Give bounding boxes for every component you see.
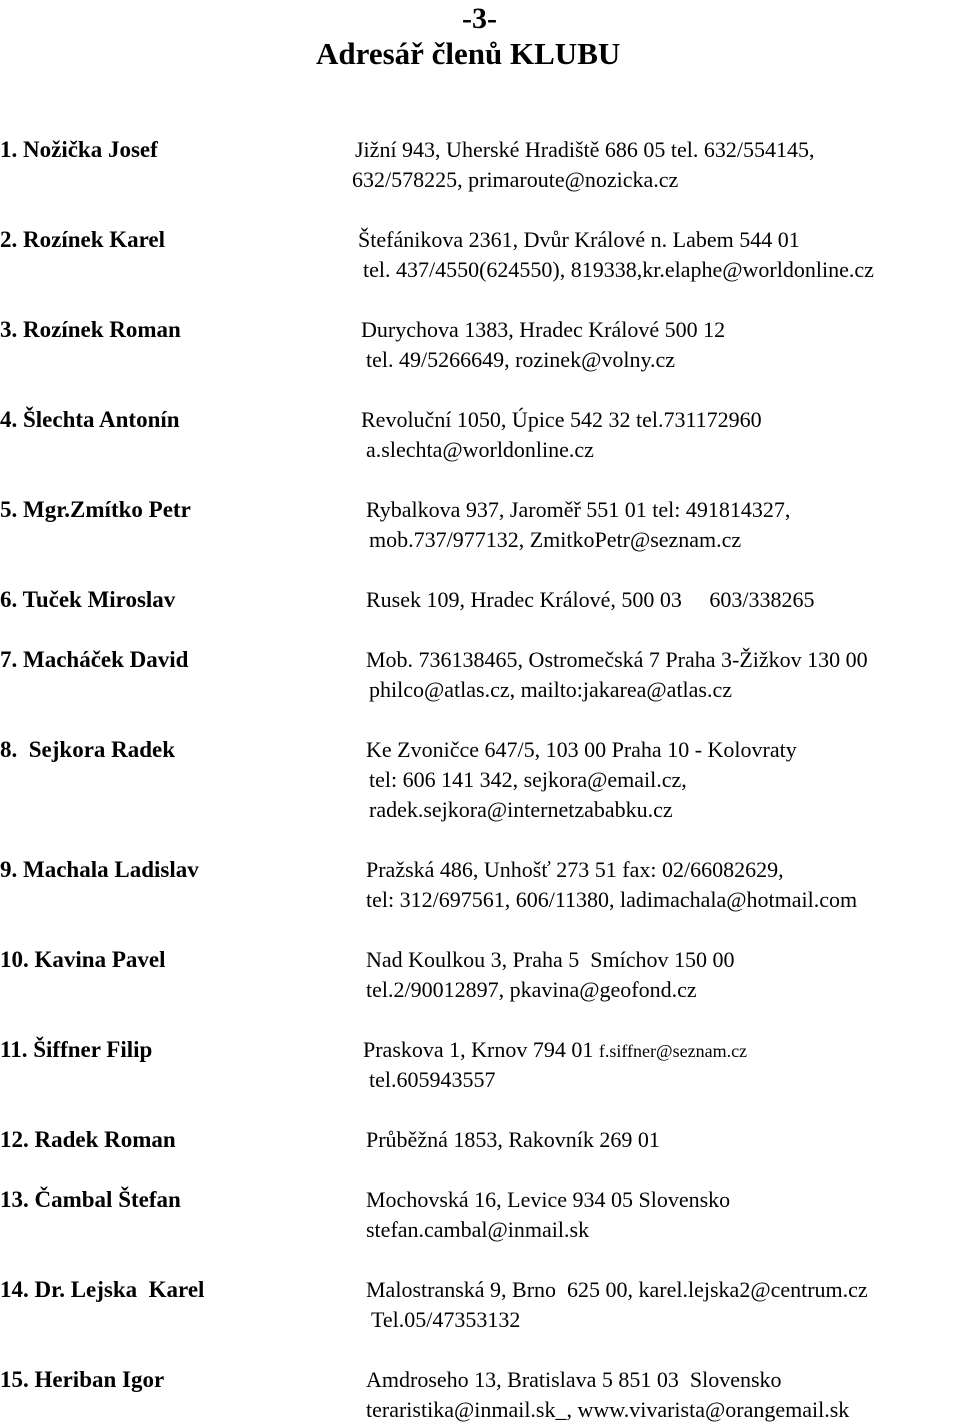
member-contact: tel: 606 141 342, sejkora@email.cz, xyxy=(369,767,687,792)
member-contact: stefan.cambal@inmail.sk xyxy=(366,1217,590,1242)
member-contact: Tel.05/47353132 xyxy=(371,1307,521,1332)
member-name: 9. Machala Ladislav xyxy=(0,857,199,882)
member-address xyxy=(363,1037,747,1063)
member-address: Štefánikova 2361, Dvůr Králové n. Labem 544 01 xyxy=(358,227,800,252)
member-address: Revoluční 1050, Úpice 542 32 tel.731172960 xyxy=(361,407,762,432)
member-name: 1. Nožička Josef xyxy=(0,137,158,162)
page-number: -3- xyxy=(462,2,497,35)
member-name: 4. Šlechta Antonín xyxy=(0,407,180,432)
member-address: Mochovská 16, Levice 934 05 Slovensko xyxy=(366,1187,731,1212)
member-address-text: Praskova 1, Krnov 794 01 xyxy=(363,1037,599,1062)
member-contact: mob.737/977132, ZmitkoPetr@seznam.cz xyxy=(369,527,742,552)
member-address: Ke Zvoničce 647/5, 103 00 Praha 10 - Kolovraty xyxy=(366,737,797,762)
member-name: 8. Sejkora Radek xyxy=(0,737,176,762)
member-address: Průběžná 1853, Rakovník 269 01 xyxy=(366,1127,660,1152)
member-contact: 632/578225, primaroute@nozicka.cz xyxy=(352,167,679,192)
member-name: 2. Rozínek Karel xyxy=(0,227,166,252)
member-contact: tel.2/90012897, pkavina@geofond.cz xyxy=(366,977,697,1002)
member-address: Rybalkova 937, Jaroměř 551 01 tel: 491814327, xyxy=(366,497,791,522)
member-address: Pražská 486, Unhošť 273 51 fax: 02/66082629, xyxy=(366,857,784,882)
member-address: Rusek 109, Hradec Králové, 500 03 603/338265 xyxy=(366,587,815,612)
member-name: 12. Radek Roman xyxy=(0,1127,176,1152)
member-name: 15. Heriban Igor xyxy=(0,1367,165,1392)
member-address: Mob. 736138465, Ostromečská 7 Praha 3-Žižkov 130 00 xyxy=(366,647,868,672)
member-contact: radek.sejkora@internetzababku.cz xyxy=(369,797,673,822)
member-email: f.siffner@seznam.cz xyxy=(598,1041,748,1061)
member-contact: tel. 437/4550(624550), 819338,kr.elaphe@worldonline.cz xyxy=(363,257,874,282)
member-contact: tel. 49/5266649, rozinek@volny.cz xyxy=(366,347,676,372)
member-name: 13. Čambal Štefan xyxy=(0,1187,181,1212)
member-address: Amdroseho 13, Bratislava 5 851 03 Slovensko xyxy=(366,1367,782,1392)
member-address: Durychova 1383, Hradec Králové 500 12 xyxy=(361,317,726,342)
member-name: 11. Šiffner Filip xyxy=(0,1037,153,1062)
member-name: 6. Tuček Miroslav xyxy=(0,587,176,612)
member-address: Jižní 943, Uherské Hradiště 686 05 tel. 632/554145, xyxy=(355,137,815,162)
member-name: 14. Dr. Lejska Karel xyxy=(0,1277,205,1302)
member-address: Nad Koulkou 3, Praha 5 Smíchov 150 00 xyxy=(366,947,735,972)
member-name: 7. Macháček David xyxy=(0,647,189,672)
member-name: 10. Kavina Pavel xyxy=(0,947,166,972)
member-contact: tel: 312/697561, 606/11380, ladimachala@hotmail.com xyxy=(366,887,858,912)
member-name: 3. Rozínek Roman xyxy=(0,317,181,342)
member-address: Malostranská 9, Brno 625 00, karel.lejska2@centrum.cz xyxy=(366,1277,868,1302)
member-name: 5. Mgr.Zmítko Petr xyxy=(0,497,191,522)
member-contact: philco@atlas.cz, mailto:jakarea@atlas.cz xyxy=(369,677,733,702)
page-title: Adresář členů KLUBU xyxy=(316,36,621,71)
member-contact: tel.605943557 xyxy=(369,1067,496,1092)
member-contact: a.slechta@worldonline.cz xyxy=(366,437,594,462)
member-contact: teraristika@inmail.sk_, www.vivarista@orangemail.sk xyxy=(366,1397,850,1422)
